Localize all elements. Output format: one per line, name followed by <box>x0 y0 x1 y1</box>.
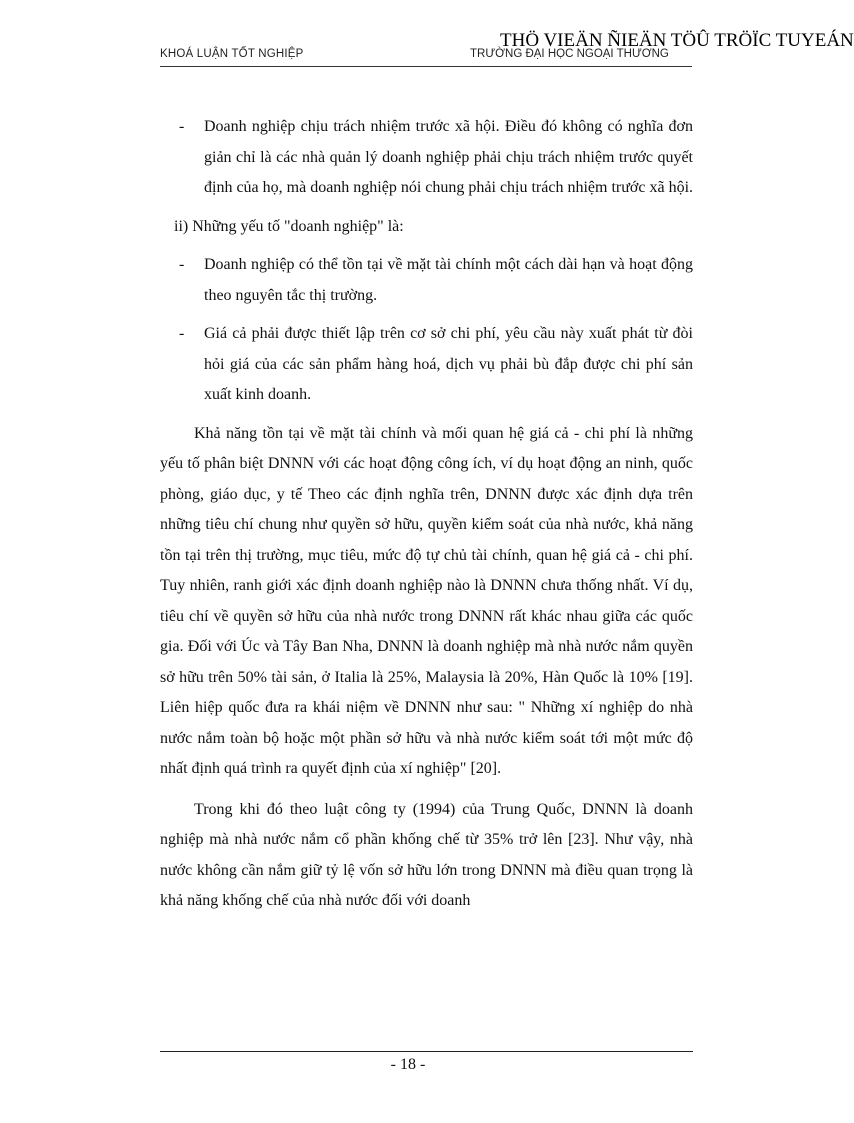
bullet-text: Doanh nghiệp có thể tồn tại về mặt tài chính một cách dài hạn và hoạt động theo nguyên tắc thị trường. <box>204 256 693 304</box>
bullet-dash: - <box>179 118 185 135</box>
bullet-item <box>160 250 693 311</box>
body-paragraph: Khả năng tồn tại về mặt tài chính và mối quan hệ giá cả - chi phí là những yếu tố phân biệt DNNN với các hoạt động công ích, ví dụ hoạt động an ninh, quốc phòng, giáo dục, y tế Theo các định nghĩa trên, DNNN được xác định dựa trên những tiêu chí chung như quyền sở hữu, quyền kiểm soát của nhà nước, khả năng tồn tại trên thị trường, mục tiêu, mức độ tự chủ tài chính, quan hệ giá cả - chi phí. Tuy nhiên, ranh giới xác định doanh nghiệp nào là DNNN chưa thống nhất. Ví dụ, tiêu chí về quyền sở hữu của nhà nước trong DNNN rất khác nhau giữa các quốc gia. Đối với Úc và Tây Ban Nha, DNNN là doanh nghiệp mà nhà nước nắm quyền sở hữu trên 50% tài sản, ở Italia là 25%, Malaysia là 20%, Hàn Quốc là 10% [19]. Liên hiệp quốc đưa ra khái niệm về DNNN như sau: " Những xí nghiệp do nhà nước nắm toàn bộ hoặc một phần sở hữu và nhà nước kiểm soát tới một mức độ nhất định quá trình ra quyết định của xí nghiệp" [20]. <box>160 424 693 777</box>
page-body <box>160 112 693 927</box>
section-subheading: ii) Những yếu tố "doanh nghiệp" là: <box>174 217 404 235</box>
footer-divider <box>160 1051 693 1052</box>
header-right-title: TRƯỜNG ĐẠI HỌC NGOẠI THƯƠNG <box>470 48 669 60</box>
bullet-text: Doanh nghiệp chịu trách nhiệm trước xã hội. Điều đó không có nghĩa đơn giản chỉ là các nhà quản lý doanh nghiệp phải chịu trách nhiệm trước quyết định của họ, mà doanh nghiệp nói chung phải chịu trách nhiệm trước xã hội. <box>204 118 694 196</box>
bullet-item <box>160 112 693 204</box>
bullet-dash: - <box>179 325 185 342</box>
header-left-title: KHOÁ LUẬN TỐT NGHIỆP <box>160 48 304 60</box>
bullet-text: Giá cả phải được thiết lập trên cơ sở chi phí, yêu cầu này xuất phát từ đòi hỏi giá của các sản phẩm hàng hoá, dịch vụ phải bù đắp được chi phí sản xuất kinh doanh. <box>204 325 693 403</box>
body-paragraph: Trong khi đó theo luật công ty (1994) của Trung Quốc, DNNN là doanh nghiệp mà nhà nước nắm cổ phần khống chế từ 35% trở lên [23]. Như vậy, nhà nước không cần nắm giữ tỷ lệ vốn sở hữu lớn trong DNNN mà điều quan trọng là khả năng khống chế của nhà nước đối với doanh <box>160 800 693 909</box>
watermark-text: THÖ VIEÄN ÑIEÄN TÖÛ TRÖÏC TUYEÁN <box>500 30 854 51</box>
page-number: - 18 - <box>390 1056 426 1073</box>
bullet-dash: - <box>179 256 185 273</box>
header-divider <box>160 66 692 67</box>
bullet-item <box>160 319 693 411</box>
